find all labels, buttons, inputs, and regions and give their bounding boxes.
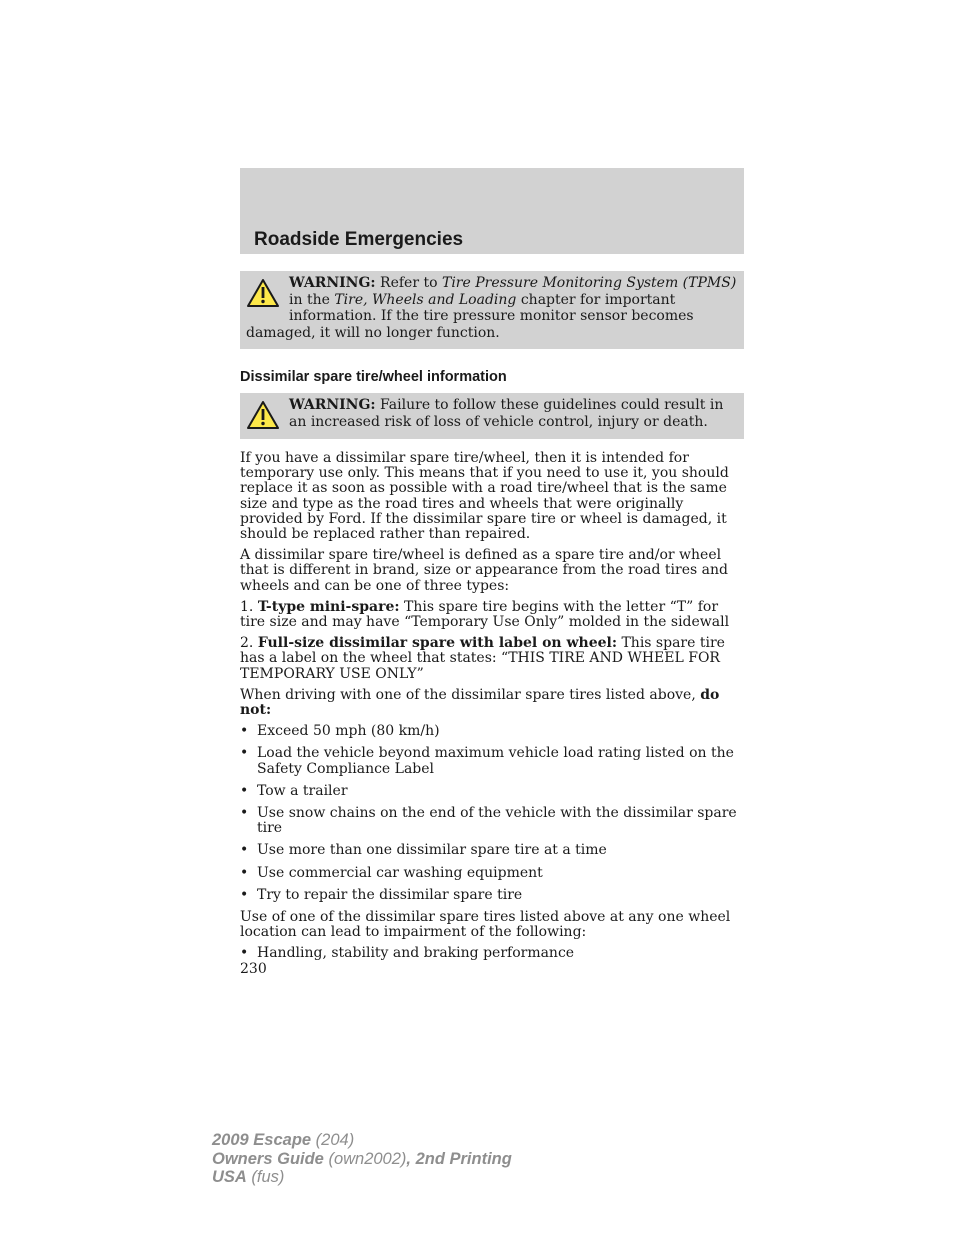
list-item: • Use more than one dissimilar spare tire at a time: [240, 842, 607, 859]
list-item: • Try to repair the dissimilar spare tire: [240, 886, 523, 903]
paragraph: If you have a dissimilar spare tire/wheel, then it is intended for temporary use only. This means that if you need to use it, you should replace it as soon as possible with a road tire/wheel that is the same size and type as the road tires and wheels that were originally provided by Ford. If the dissimilar spare tire or wheel is damaged, it should be replaced rather than repaired.: [240, 450, 729, 543]
warning-triangle-icon: [246, 400, 282, 432]
warning-label: WARNING:: [289, 397, 376, 413]
list-item: • Exceed 50 mph (80 km/h): [240, 723, 440, 740]
warning-triangle-icon: [246, 278, 282, 310]
section-header-band: [240, 168, 744, 254]
footer-line: Owners Guide (own2002), 2nd Printing: [212, 1149, 512, 1168]
list-item: • Load the vehicle beyond maximum vehicle load rating listed on the Safety Compliance Label: [240, 745, 734, 777]
warning-ref-tpms: Tire Pressure Monitoring System (TPMS): [441, 275, 737, 291]
bullet-list: [240, 946, 744, 961]
bullet-list: [240, 724, 744, 903]
warning-text: in the: [289, 291, 335, 308]
list-item: • Handling, stability and braking performance: [240, 945, 575, 962]
list-item: • Tow a trailer: [240, 782, 348, 799]
subheading: Dissimilar spare tire/wheel information: [240, 369, 507, 385]
list-item: • Use snow chains on the end of the vehicle with the dissimilar spare tire: [240, 805, 737, 837]
warning-box-guidelines: [240, 393, 744, 439]
list-item: • Use commercial car washing equipment: [240, 864, 543, 881]
page-number: 230: [240, 961, 267, 977]
warning-text: Failure to follow these guidelines could result in an increased risk of loss of vehicle control, injury or death.: [289, 397, 724, 430]
section-title: Roadside Emergencies: [254, 229, 464, 250]
paragraph: A dissimilar spare tire/wheel is defined as a spare tire and/or wheel that is different in brand, size or appearance from the road tires and wheels and can be one of three types:: [240, 547, 728, 594]
body-text: [240, 451, 744, 969]
warning-text: chapter for important information. If the tire pressure monitor sensor becomes damaged, it will no longer function.: [246, 291, 694, 341]
warning-text: Refer to: [375, 275, 442, 291]
warning-box-tpms: [240, 271, 744, 349]
document-footer: [212, 1131, 512, 1187]
numbered-item: 2. Full-size dissimilar spare with label on wheel: This spare tire has a label on the wheel that states: “THIS TIRE AND WHEEL FOR TEMPORARY USE ONLY”: [240, 635, 725, 682]
paragraph: When driving with one of the dissimilar spare tires listed above, do not:: [240, 686, 720, 719]
warning-ref-chapter: Tire, Wheels and Loading: [334, 291, 517, 308]
footer-line: USA (fus): [212, 1168, 285, 1186]
numbered-item: 1. T-type mini-spare: This spare tire begins with the letter “T” for tire size and may have “Temporary Use Only” molded in the sidewall: [240, 598, 730, 631]
paragraph: Use of one of the dissimilar spare tires listed above at any one wheel location can lead to impairment of the following:: [240, 909, 731, 941]
footer-line: 2009 Escape (204): [212, 1131, 355, 1149]
warning-label: WARNING:: [289, 275, 376, 291]
